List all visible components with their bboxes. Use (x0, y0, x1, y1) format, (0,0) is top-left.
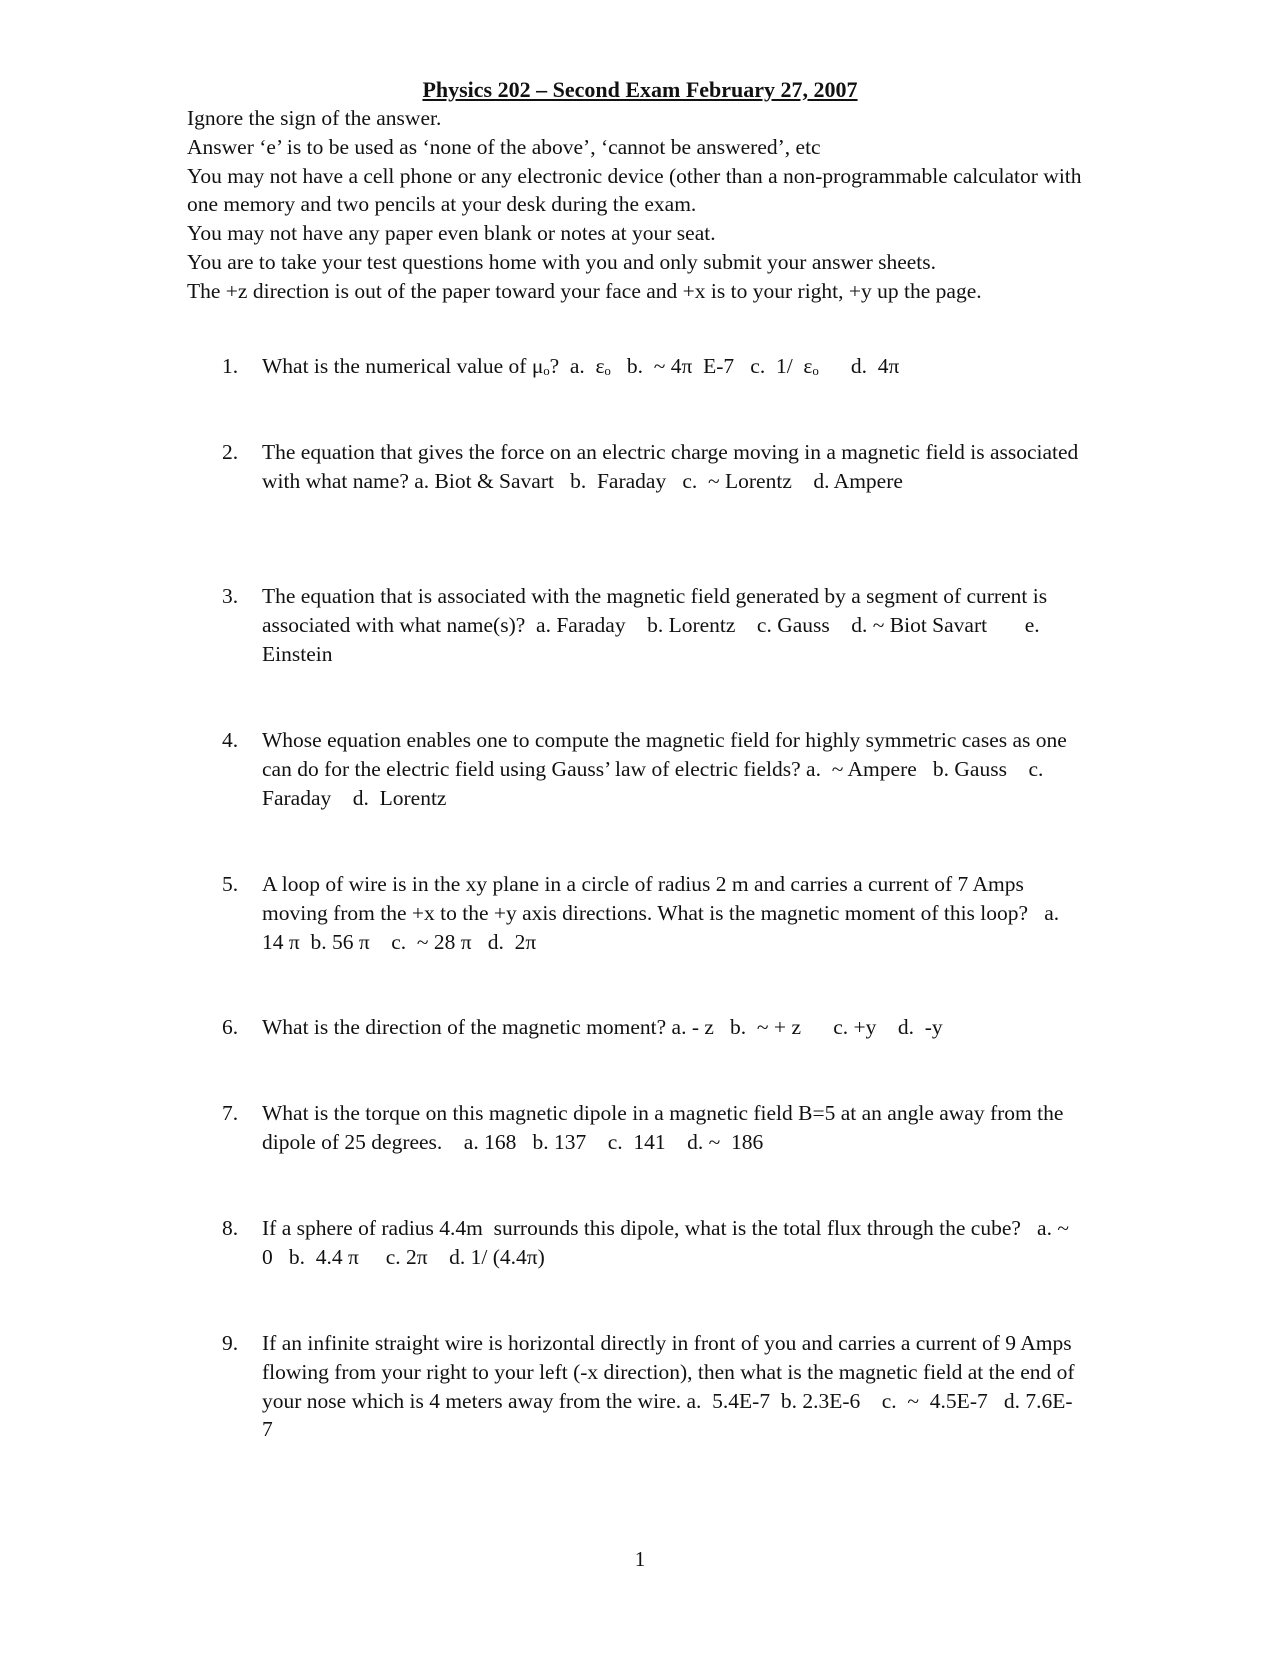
question-number: 6. (222, 1015, 239, 1039)
question-text: If a sphere of radius 4.4m surrounds this dipole, what is the total flux through the cube? a. ~ 0 b. 4.4 π c. 2π d. 1/ (4.4π) (262, 1216, 1075, 1269)
question-7 (222, 1099, 1082, 1157)
instruction-line: Answer ‘e’ is to be used as ‘none of the above’, ‘cannot be answered’, etc (187, 134, 821, 159)
question-text: The equation that is associated with the magnetic field generated by a segment of current is associated with what name(s)? a. Faraday b. Lorentz c. Gauss d. ~ Biot Savart e. Einstein (262, 584, 1053, 666)
question-number: 4. (222, 728, 239, 752)
question-number: 5. (222, 872, 239, 896)
question-6 (222, 1013, 1082, 1042)
question-text: The equation that gives the force on an electric charge moving in a magnetic field is associated with what name? a. Biot & Savart b. Faraday c. ~ Lorentz d. Ampere (262, 440, 1084, 493)
question-text: What is the torque on this magnetic dipole in a magnetic field B=5 at an angle away from the dipole of 25 degrees. a. 168 b. 137 c. 141 d. ~ 186 (262, 1101, 1069, 1154)
question-number: 7. (222, 1101, 239, 1125)
question-text: What is the numerical value of μₒ? a. εₒ b. ~ 4π E-7 c. 1/ εₒ d. 4π (262, 354, 900, 378)
instruction-line: You may not have any paper even blank or notes at your seat. (187, 221, 716, 246)
question-text: What is the direction of the magnetic moment? a. - z b. ~ + z c. +y d. -y (262, 1015, 943, 1039)
question-number: 8. (222, 1216, 239, 1240)
question-9 (222, 1329, 1082, 1444)
instruction-line: Ignore the sign of the answer. (187, 106, 442, 130)
question-4 (222, 726, 1082, 812)
question-text: If an infinite straight wire is horizontal directly in front of you and carries a current of 9 Amps flowing from your right to your left (-x direction), then what is the magnetic field at the end of your nose which is 4 meters away from the wire. a. 5.4E-7 b. 2.3E-6 c. ~ 4.5E-7 d. 7.6E-7 (262, 1331, 1080, 1442)
question-8 (222, 1214, 1082, 1272)
question-text: Whose equation enables one to compute the magnetic field for highly symmetric cases as one can do for the electric field using Gauss’ law of electric fields? a. ~ Ampere b. Gauss c. Faraday d. Lorentz (262, 728, 1073, 810)
question-5 (222, 870, 1082, 956)
page-number: 1 (634, 1547, 646, 1571)
instruction-line: You may not have a cell phone or any electronic device (other than a non-programmable calculator with one memory and two pencils at your desk during the exam. (187, 163, 1082, 217)
question-2 (222, 438, 1082, 496)
page-title: Physics 202 – Second Exam February 27, 2007 (422, 77, 858, 102)
question-3 (222, 582, 1082, 668)
instruction-line: You are to take your test questions home with you and only submit your answer sheets. (187, 249, 937, 274)
question-1 (222, 352, 1082, 381)
question-number: 9. (222, 1331, 239, 1355)
instructions (187, 104, 1087, 306)
question-text: A loop of wire is in the xy plane in a circle of radius 2 m and carries a current of 7 Amps moving from the +x to the +y axis directions. What is the magnetic moment of this loop? a. 14 π b. 56 π c. ~ 28 π d. 2π (262, 872, 1070, 954)
instruction-line: The +z direction is out of the paper toward your face and +x is to your right, +y up the page. (187, 278, 982, 303)
question-number: 2. (222, 440, 239, 464)
question-number: 3. (222, 584, 239, 608)
question-number: 1. (222, 354, 239, 378)
